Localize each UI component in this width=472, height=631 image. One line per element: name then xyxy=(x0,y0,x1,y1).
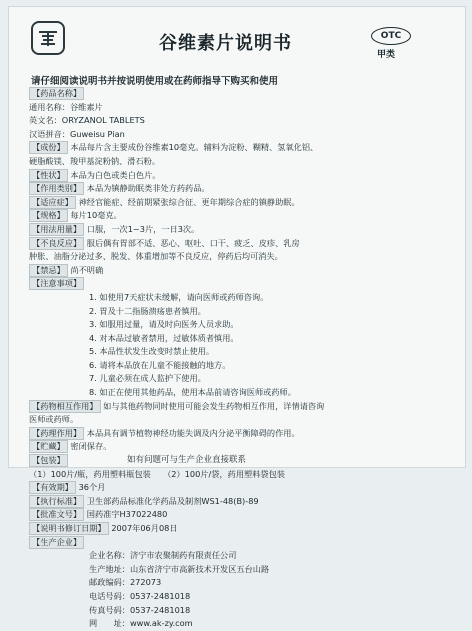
section-revision xyxy=(29,522,449,536)
generic-name: 通用名称：谷维素片 xyxy=(29,101,103,112)
usage-text: 口服，一次1~3片，一日3次。 xyxy=(86,223,200,234)
section-indication xyxy=(29,196,449,210)
precaution-item: 3. 如服用过量，请及时向医务人员求助。 xyxy=(89,319,239,330)
label: 【生产企业】 xyxy=(29,536,84,549)
label: 【禁忌】 xyxy=(29,264,68,277)
label: 【作用类别】 xyxy=(29,182,84,195)
approval-text: 国药准字H37022480 xyxy=(86,509,168,520)
header xyxy=(9,7,465,67)
label: 【用法用量】 xyxy=(29,223,84,236)
composition-text: 本品每片含主要成份谷维素10毫克。辅料为淀粉、糊精、氢氧化铝、 xyxy=(70,142,319,153)
otc-badge: OTC xyxy=(371,27,411,45)
contact-note: 如有问题可与生产企业直接联系 xyxy=(127,455,247,465)
instruction-sheet xyxy=(8,6,466,629)
company-address: 生产地址：山东省济宁市高新技术开发区五台山路 xyxy=(89,563,270,574)
logo-mark-icon xyxy=(36,26,60,50)
label: 【不良反应】 xyxy=(29,237,84,250)
contra-text: 尚不明确 xyxy=(70,264,104,275)
precaution-item: 7. 儿童必须在成人监护下使用。 xyxy=(89,373,206,384)
company-website: 网 址：www.ak-zy.com xyxy=(89,618,193,629)
company-postcode: 邮政编码：272073 xyxy=(89,577,162,588)
validity-text: 36个月 xyxy=(78,482,106,493)
section-adverse xyxy=(29,237,449,251)
section-category xyxy=(29,182,449,196)
section-composition xyxy=(29,141,449,155)
label: 【适应症】 xyxy=(29,196,76,209)
label: 【药物相互作用】 xyxy=(29,400,101,413)
document-body xyxy=(29,87,449,631)
label: 【药理作用】 xyxy=(29,427,84,440)
section-contraindication xyxy=(29,264,449,278)
section-drug-name xyxy=(29,87,449,101)
revision-text: 2007年06月08日 xyxy=(111,523,178,533)
company-phone: 电话号码：0537-2481018 xyxy=(89,590,191,601)
label: 【规格】 xyxy=(29,209,68,222)
label: 【成份】 xyxy=(29,141,68,154)
english-name: 英文名：ORYZANOL TABLETS xyxy=(29,115,145,126)
company-name: 企业名称：济宁市农聚制药有限责任公司 xyxy=(89,550,237,561)
section-validity xyxy=(29,481,449,495)
precaution-item: 8. 如正在使用其他药品，使用本品前请咨询医师或药师。 xyxy=(89,387,296,398)
section-storage xyxy=(29,440,449,454)
composition-text-cont: 硬脂酸镁、羧甲基淀粉钠、滑石粉。 xyxy=(29,155,161,166)
indication-text: 神经官能症、经前期紧张综合征、更年期综合症的镇静助眠。 xyxy=(78,196,300,207)
section-spec xyxy=(29,209,449,223)
precaution-item: 5. 本品性状发生改变时禁止使用。 xyxy=(89,346,215,357)
section-interaction xyxy=(29,400,449,414)
section-usage xyxy=(29,223,449,237)
category-text: 本品为镇静助眠类非处方药药品。 xyxy=(86,183,210,194)
standard-text: 卫生部药品标准化学药品及制剂WS1-48(B)-89 xyxy=(86,495,259,506)
label: 【说明书修订日期】 xyxy=(29,522,109,535)
precaution-item: 2. 胃及十二指肠溃疡患者慎用。 xyxy=(89,305,206,316)
adverse-text: 服后偶有胃部不适、恶心、呕吐、口干、疲乏、皮疹、乳房 xyxy=(86,237,300,248)
label: 【批准文号】 xyxy=(29,508,84,521)
label: 【注意事项】 xyxy=(29,277,84,290)
interaction-text: 如与其他药物同时使用可能会发生药物相互作用，详情请咨询 xyxy=(103,400,325,411)
precaution-item: 6. 请将本品放在儿童不能接触的地方。 xyxy=(89,359,231,370)
storage-text: 密闭保存。 xyxy=(70,441,112,452)
section-manufacturer xyxy=(29,536,449,550)
label: 【包装】 xyxy=(29,454,68,467)
company-logo xyxy=(31,21,65,55)
pinyin-name: 汉语拼音：Guweisu Pian xyxy=(29,128,125,139)
label: 【有效期】 xyxy=(29,481,76,494)
usage-warning: 请仔细阅读说明书并按说明使用或在药师指导下购买和使用 xyxy=(31,76,279,87)
label: 【药品名称】 xyxy=(29,87,84,100)
character-text: 本品为白色或类白色片。 xyxy=(70,169,161,180)
spec-text: 每片10毫克。 xyxy=(70,210,122,221)
label: 【执行标准】 xyxy=(29,495,84,508)
document-title: 谷维素片说明书 xyxy=(159,33,292,54)
label: 【性状】 xyxy=(29,169,68,182)
precaution-item: 4. 对本品过敏者禁用，过敏体质者慎用。 xyxy=(89,332,239,343)
otc-category: 甲类 xyxy=(377,50,396,60)
section-standard xyxy=(29,495,449,509)
section-character xyxy=(29,169,449,183)
interaction-text-cont: 医师或药师。 xyxy=(29,414,79,425)
precaution-item: 1. 如使用7天症状未缓解，请向医师或药师咨询。 xyxy=(89,291,269,302)
adverse-text-cont: 肿胀、油脂分泌过多、脱发、体重增加等不良反应，停药后均可消失。 xyxy=(29,251,283,262)
section-pharmacology xyxy=(29,427,449,441)
section-approval xyxy=(29,508,449,522)
section-precautions xyxy=(29,277,449,291)
pharmacology-text: 本品具有调节植物神经功能失调及内分泌平衡障碍的作用。 xyxy=(86,427,300,438)
label: 【贮藏】 xyxy=(29,440,68,453)
company-fax: 传真号码：0537-2481018 xyxy=(89,604,191,615)
package-text: （1）100片/瓶，药用塑料瓶包装 （2）100片/袋，药用塑料袋包装 xyxy=(29,468,285,479)
